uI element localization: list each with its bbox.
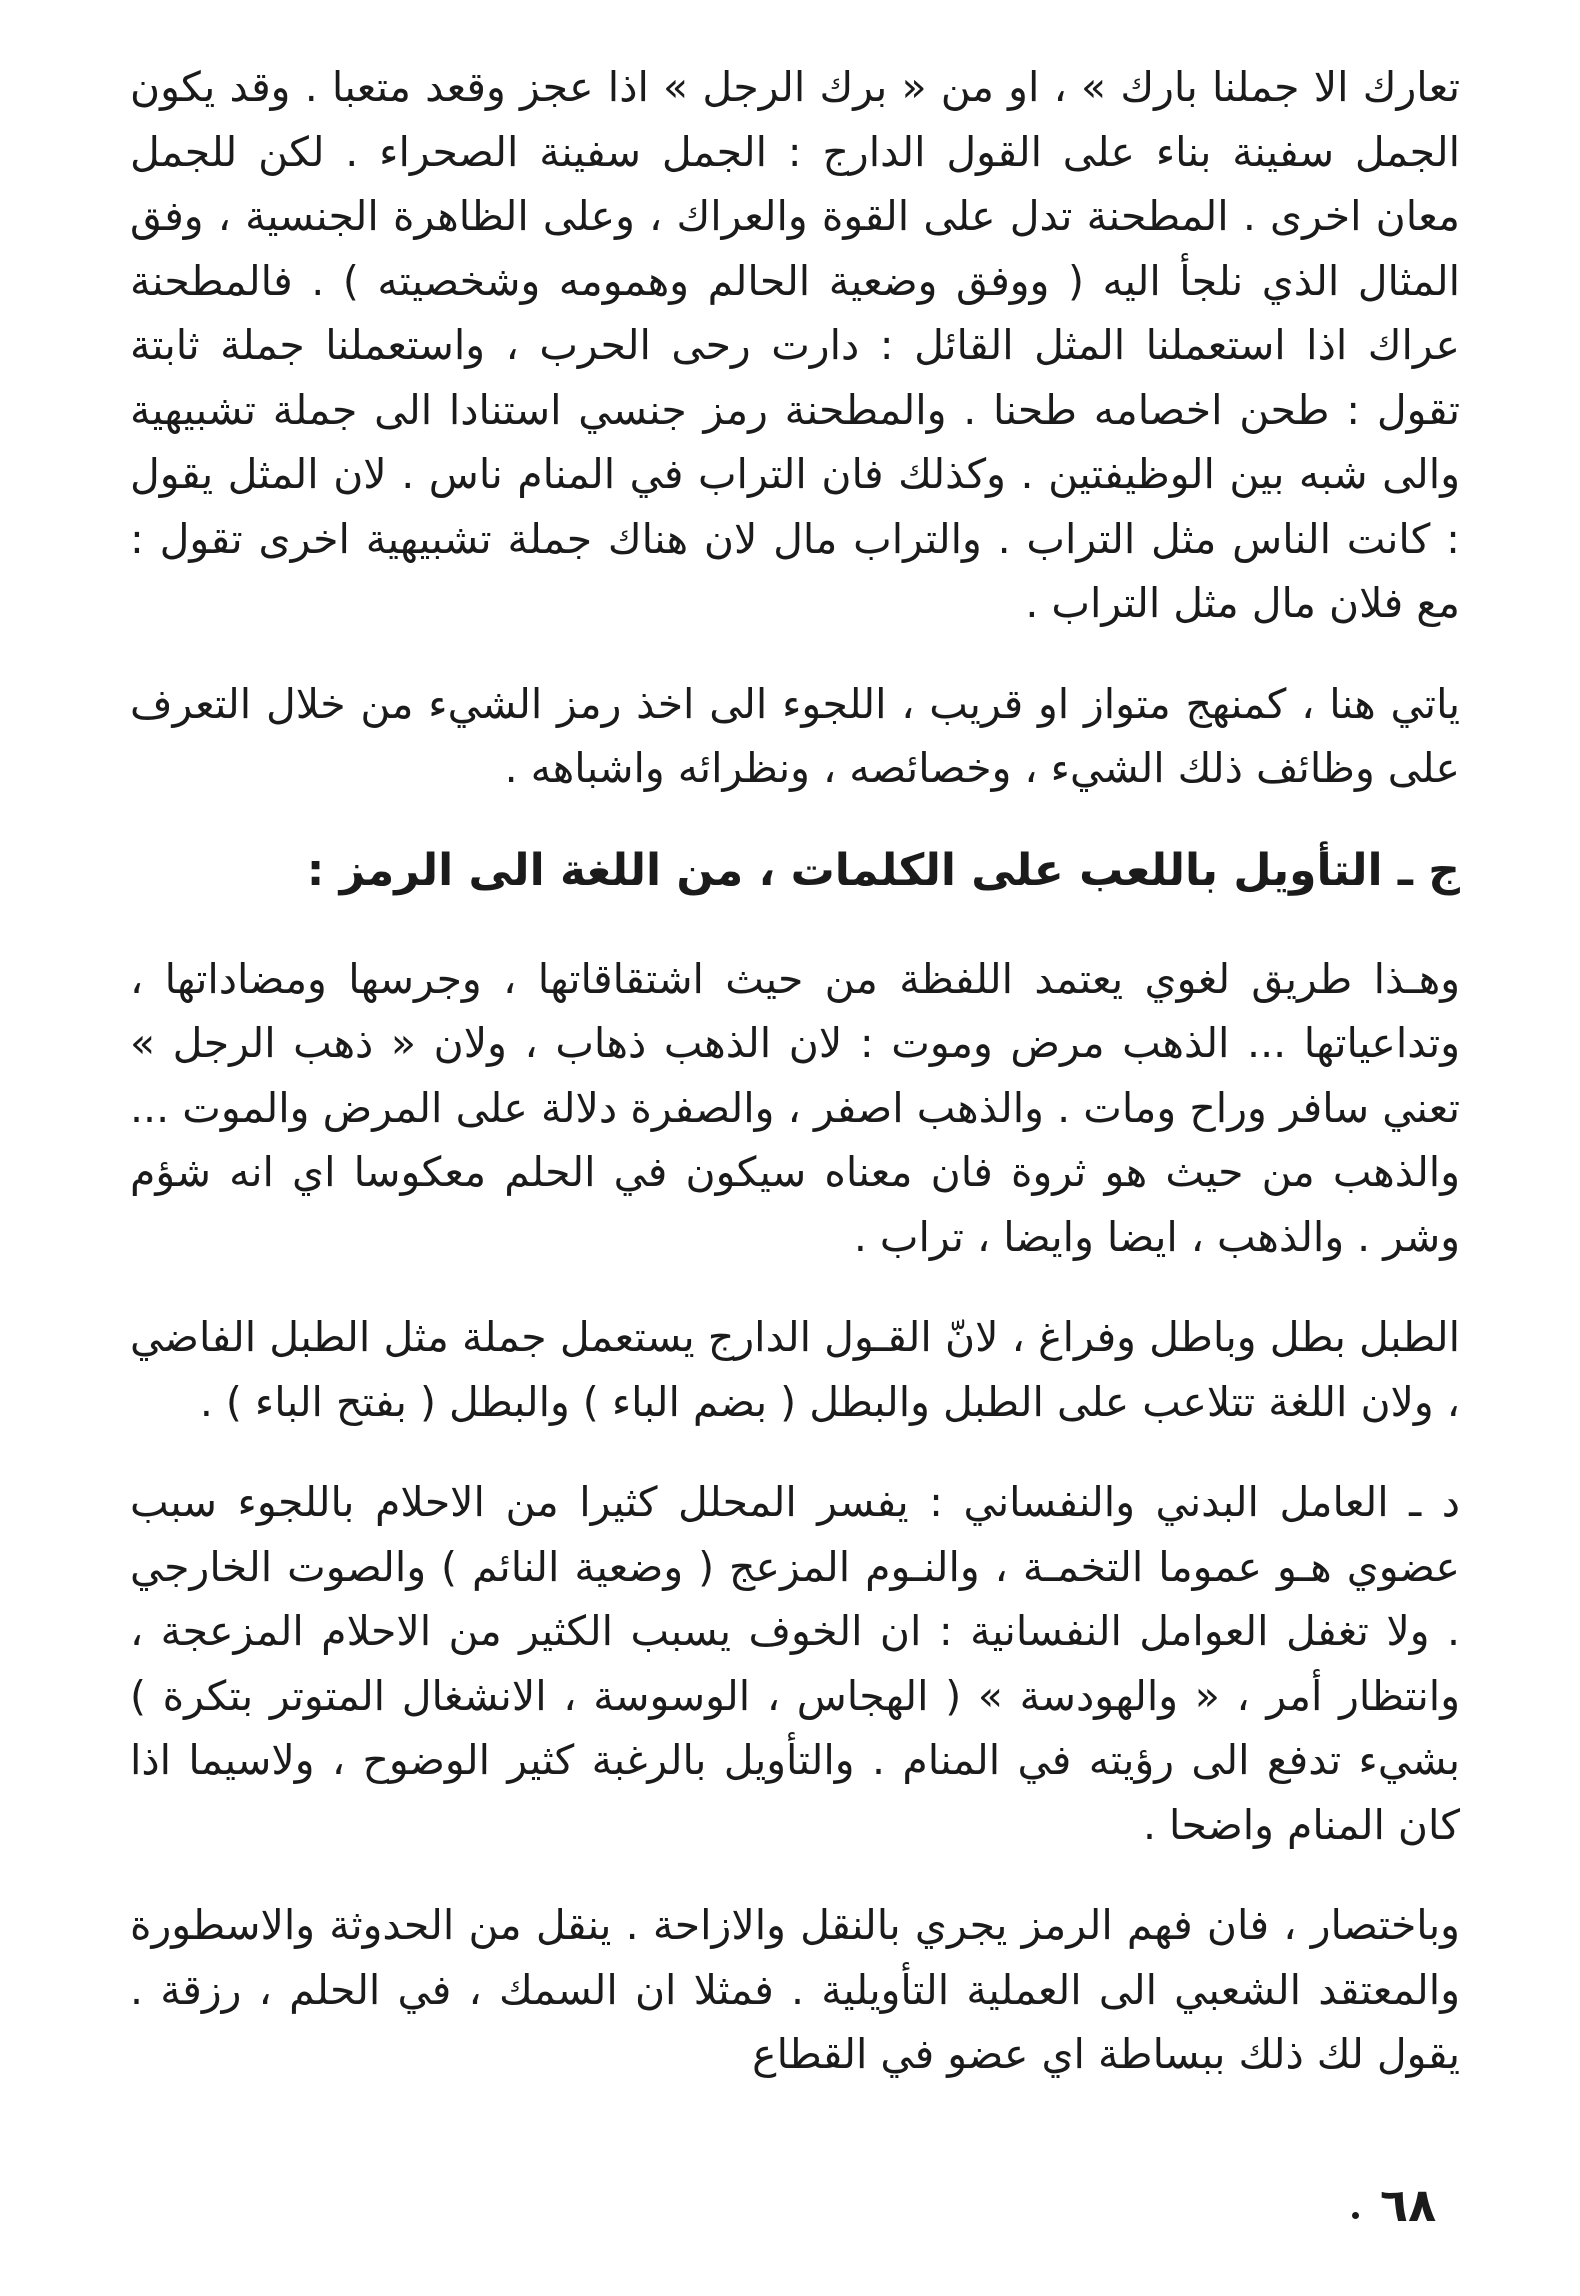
paragraph-function-method: ياتي هنا ، كمنهج متواز او قريب ، اللجوء الى اخذ رمز الشيء من خلال التعرف على وظائف ذلك الشيء ، وخصائصه ، ونظرائه واشباهه .	[130, 679, 1460, 792]
page-number: ٦٨	[1380, 2178, 1437, 2232]
paragraph-drum: الطبل بطل وباطل وفراغ ، لانّ القـول الدارج يستعمل جملة مثل الطبل الفاضي ، ولان اللغة تتلاعب على الطبل والبطل ( بضم الباء ) والبطل ( بفتح الباء ) .	[130, 1313, 1460, 1426]
paragraph-gold: وهـذا طريق لغوي يعتمد اللفظة من حيث اشتقاقاتها ، وجرسها ومضاداتها ، وتداعياتها ... الذهب مرض وموت : لان الذهب ذهاب ، ولان « ذهب الرجل » تعني سافر وراح ومات . والذهب اصفر ، والصفرة دلالة على المرض والموت ... والذهب من حيث هو ثروة فان معناه سيكون في الحلم معكوسا اي انه شؤم وشر . والذهب ، ايضا وايضا ، تراب .	[130, 954, 1460, 1261]
section-heading-wordplay: ج ـ التأويل باللعب على الكلمات ، من اللغة الى الرمز :	[306, 844, 1460, 896]
paragraph-physical-psychological: د ـ العامل البدني والنفساني : يفسر المحلل كثيرا من الاحلام باللجوء سبب عضوي هـو عموما التخمـة ، والنـوم المزعج ( وضعية النائم ) والصوت الخارجي . ولا تغفل العوامل النفسانية : ان الخوف يسبب الكثير من الاحلام المزعجة ، وانتظار أمر ، « والهودسة » ( الهجاس ، الوسوسة ، الانشغال المتوتر بتكرة ) بشيء تدفع الى رؤيته في المنام . والتأويل بالرغبة كثير الوضوح ، ولاسيما اذا كان المنام واضحا .	[130, 1478, 1460, 1849]
page-number-dot	[1352, 2212, 1359, 2219]
page-body	[130, 55, 1460, 2087]
paragraph-summary: وباختصار ، فان فهم الرمز يجري بالنقل والازاحة . ينقل من الحدوثة والاسطورة والمعتقد الشعبي الى العملية التأويلية . فمثلا ان السمك ، في الحلم ، رزقة . يقول لك ذلك ببساطة اي عضو في القطاع	[130, 1901, 1460, 2078]
paragraph-camel-millstone: تعارك الا جملنا بارك » ، او من « برك الرجل » اذا عجز وقعد متعبا . وقد يكون الجمل سفينة بناء على القول الدارج : الجمل سفينة الصحراء . لكن للجمل معان اخرى . المطحنة تدل على القوة والعراك ، وعلى الظاهرة الجنسية ، وفق المثال الذي نلجأ اليه ( ووفق وضعية الحالم وهمومه وشخصيته ) . فالمطحنة عراك اذا استعملنا المثل القائل : دارت رحى الحرب ، واستعملنا جملة ثابتة تقول : طحن اخصامه طحنا . والمطحنة رمز جنسي استنادا الى جملة تشبيهية والى شبه بين الوظيفتين . وكذلك فان التراب في المنام ناس . لان المثل يقول : كانت الناس مثل التراب . والتراب مال لان هناك جملة تشبيهية اخرى تقول : مع فلان مال مثل التراب .	[130, 63, 1460, 627]
